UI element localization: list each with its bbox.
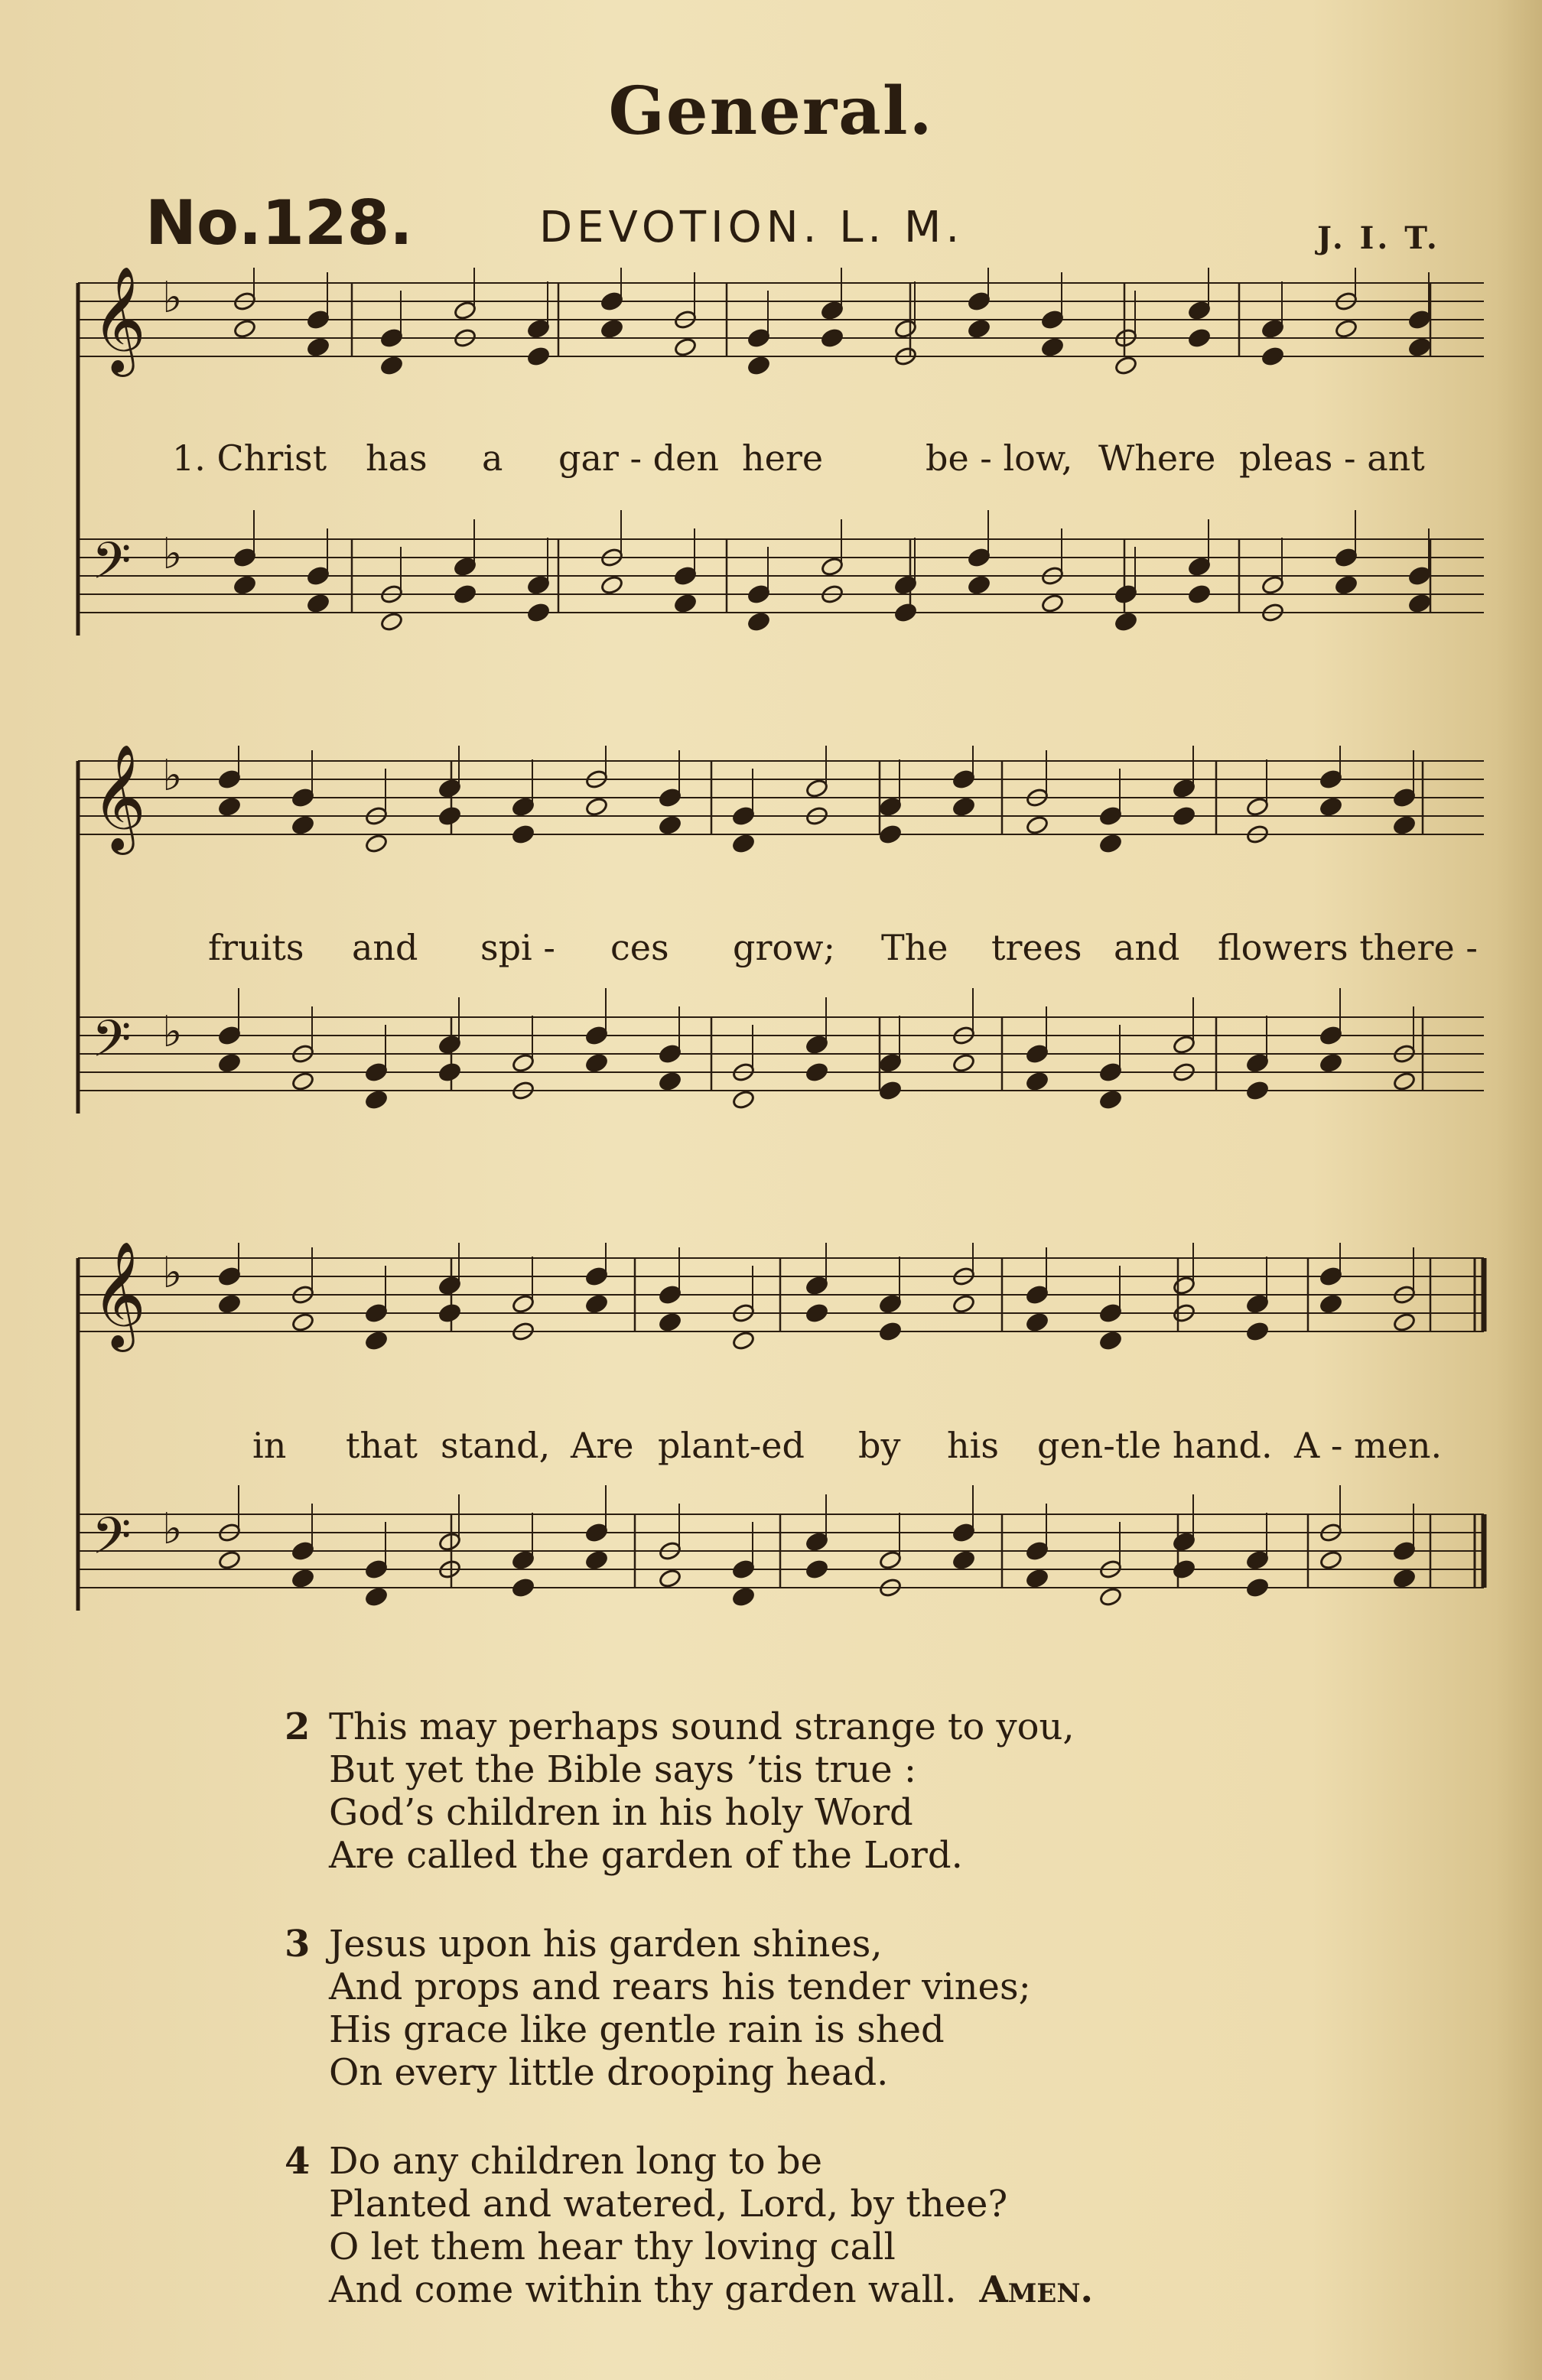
lyric-word: pleas - ant <box>1239 437 1425 479</box>
verse-line: Planted and watered, Lord, by thee? <box>329 2183 1008 2226</box>
lyric-word: and <box>1114 927 1180 968</box>
lyric-word: stand, <box>441 1425 551 1466</box>
lyric-word: here <box>742 437 824 479</box>
svg-text:𝄢: 𝄢 <box>92 1010 132 1081</box>
lyric-word: gen-tle hand. <box>1037 1425 1273 1466</box>
amen-label: Amen. <box>979 2268 1094 2311</box>
verse-line: And props and rears his tender vines; <box>329 1965 1031 2008</box>
svg-text:𝄞: 𝄞 <box>92 1243 146 1348</box>
svg-text:♭: ♭ <box>162 1504 183 1554</box>
verse-3 <box>285 1923 1093 2094</box>
verse-line: His grace like gentle rain is shed <box>329 2008 945 2051</box>
verse-number: 3 <box>285 1923 311 1965</box>
lyric-word: grow; <box>733 927 836 968</box>
lyric-word: by <box>858 1425 901 1466</box>
lyric-word: ces <box>610 927 669 968</box>
verse-4 <box>285 2140 1094 2311</box>
lyric-word: be - low, <box>926 437 1073 479</box>
music-system-3 <box>69 1243 1492 1656</box>
lyric-word: Are <box>571 1425 634 1466</box>
additional-verses <box>285 1705 1094 2357</box>
svg-text:♭: ♭ <box>162 1248 183 1298</box>
lyric-word: fruits <box>208 927 304 968</box>
verse-line: And come within thy garden wall. Amen. <box>329 2268 1094 2311</box>
svg-text:♭: ♭ <box>162 273 183 323</box>
verse-line: God’s children in his holy Word <box>329 1791 913 1834</box>
verse-line: But yet the Bible says ’tis true : <box>329 1748 917 1791</box>
svg-text:𝄞: 𝄞 <box>92 746 146 850</box>
lyric-word: a <box>482 437 503 479</box>
svg-text:𝄞: 𝄞 <box>92 268 146 372</box>
verse-line: 3 Jesus upon his garden shines, <box>285 1923 883 1965</box>
svg-text:♭: ♭ <box>162 751 183 801</box>
lyric-word: and <box>352 927 418 968</box>
lyric-word: plant-ed <box>658 1425 805 1466</box>
svg-text:𝄢: 𝄢 <box>92 1507 132 1578</box>
hymn-number: No.128. <box>145 187 413 258</box>
svg-text:♭: ♭ <box>162 529 183 579</box>
lyric-word: gar - den <box>558 437 719 479</box>
hymn-title: DEVOTION. L. M. <box>539 203 965 252</box>
lyric-word: The <box>881 927 948 968</box>
lyric-word: 1. Christ <box>172 437 327 479</box>
verse-line: Are called the garden of the Lord. <box>329 1834 963 1877</box>
lyric-word: Where <box>1098 437 1216 479</box>
verse-2 <box>285 1705 1093 1877</box>
lyric-word: trees <box>991 927 1082 968</box>
lyric-word: has <box>366 437 428 479</box>
lyric-word: A - men. <box>1294 1425 1443 1466</box>
svg-text:𝄢: 𝄢 <box>92 532 132 603</box>
lyric-word: in <box>252 1425 287 1466</box>
verse-line: O let them hear thy loving call <box>329 2226 896 2268</box>
section-title: General. <box>608 73 934 150</box>
svg-text:♭: ♭ <box>162 1007 183 1057</box>
music-system-1 <box>69 268 1492 681</box>
verse-line: 4 Do any children long to be <box>285 2140 823 2183</box>
verse-line: 2 This may perhaps sound strange to you, <box>285 1705 1075 1748</box>
verse-line: On every little drooping head. <box>329 2051 889 2094</box>
lyric-word: that <box>346 1425 418 1466</box>
verse-number: 4 <box>285 2140 311 2183</box>
lyric-word: flowers there - <box>1218 927 1478 968</box>
lyric-word: spi - <box>480 927 555 968</box>
music-system-2 <box>69 746 1492 1159</box>
verse-number: 2 <box>285 1705 311 1748</box>
lyric-word: his <box>947 1425 999 1466</box>
composer-initials: J. I. T. <box>1317 220 1440 256</box>
